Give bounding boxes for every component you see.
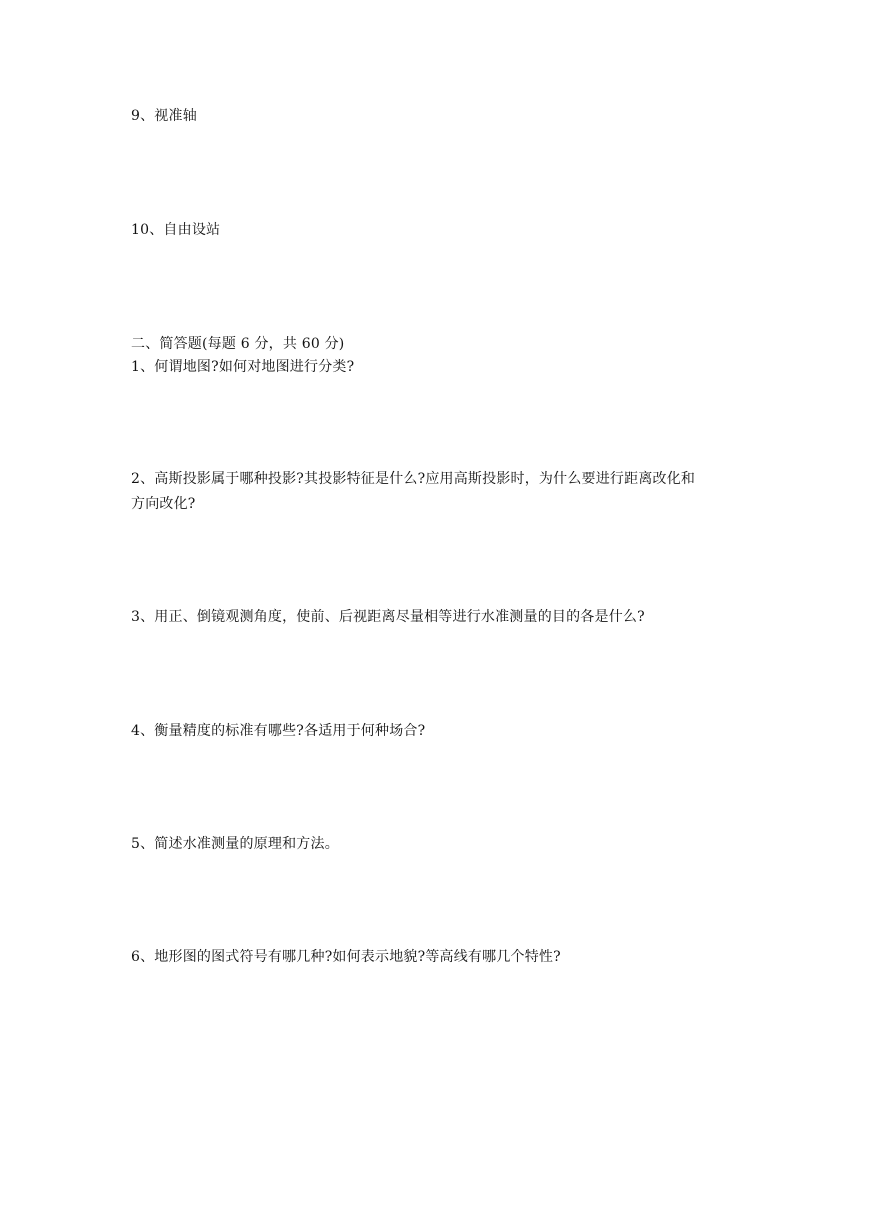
question-2-continuation: 方向改化? (131, 496, 196, 512)
term-item-9: 9、视准轴 (131, 108, 197, 124)
question-1: 1、何谓地图?如何对地图进行分类? (131, 359, 355, 375)
question-6: 6、地形图的图式符号有哪几种?如何表示地貌?等高线有哪几个特性? (131, 949, 561, 965)
question-4: 4、衡量精度的标准有哪些?各适用于何种场合? (131, 723, 426, 739)
question-2: 2、高斯投影属于哪种投影?其投影特征是什么?应用高斯投影时，为什么要进行距离改化和 (131, 471, 696, 487)
question-3: 3、用正、倒镜观测角度，使前、后视距离尽量相等进行水准测量的目的各是什么? (131, 609, 645, 625)
term-item-10: 10、自由设站 (131, 222, 221, 238)
section-heading: 二、简答题(每题 6 分，共 60 分) (131, 336, 345, 352)
question-5: 5、简述水准测量的原理和方法。 (131, 836, 339, 852)
